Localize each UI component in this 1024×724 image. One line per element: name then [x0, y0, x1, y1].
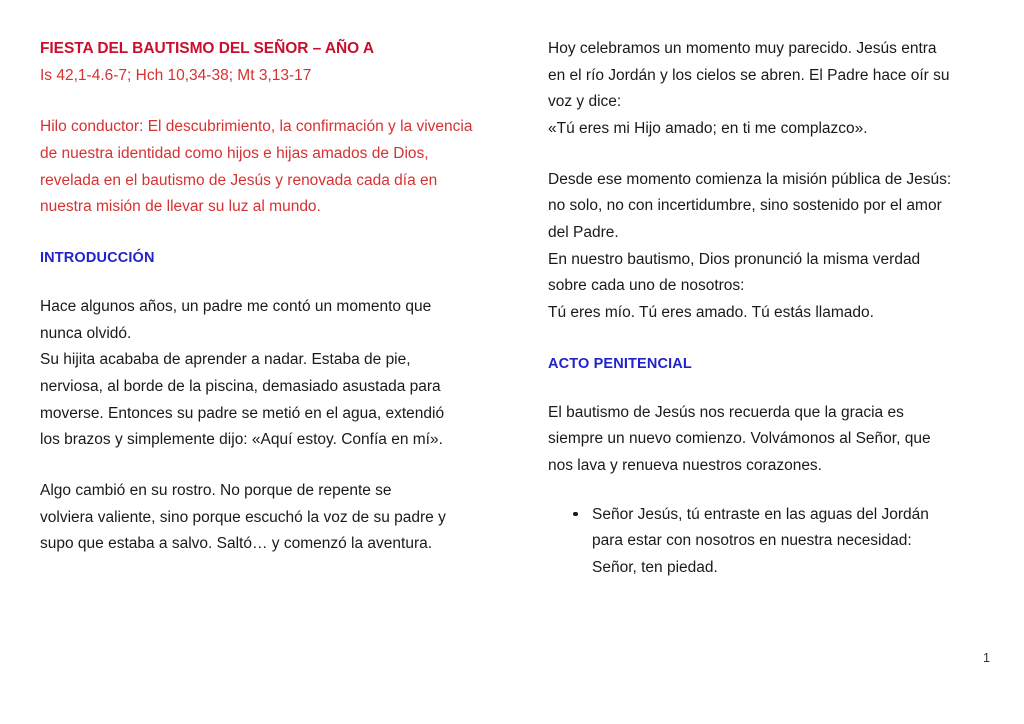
paragraph-line: volviera valiente, sino porque escuchó la voz de su padre y [40, 508, 446, 526]
paragraph-line: Tú eres mío. Tú eres amado. Tú estás llamado. [548, 303, 874, 321]
penitential-invocation-list [548, 502, 1000, 582]
right-paragraph-2 [548, 167, 1000, 327]
paragraph-line: Hoy celebramos un momento muy parecido. Jesús entra [548, 40, 937, 57]
paragraph-line: moverse. Entonces su padre se metió en el agua, extendió [40, 404, 445, 422]
thread-line: Hilo conductor: El descubrimiento, la confirmación y la [40, 118, 413, 136]
paragraph-line: Hace algunos años, un padre me contó un momento que [40, 298, 432, 316]
section-heading-acto-penitencial: ACTO PENITENCIAL [548, 355, 692, 372]
list-item-line: Señor Jesús, tú entraste en las aguas del Jordán [592, 505, 929, 523]
section-heading-introduccion: INTRODUCCIÓN [40, 249, 155, 266]
paragraph-line: Desde ese momento comienza la misión pública de Jesús: [548, 170, 952, 188]
page-title: FIESTA DEL BAUTISMO DEL SEÑOR – AÑO A [40, 40, 375, 57]
paragraph-line: supo que estaba a salvo. Saltó… y comenzó la aventura. [40, 535, 433, 553]
scripture-readings: Is 42,1-4.6-7; Hch 10,34-38; Mt 3,13-17 [40, 67, 312, 85]
list-item-line: Señor, ten piedad. [592, 559, 718, 577]
right-paragraph-3 [548, 400, 1000, 480]
thread-line: cada día en nuestra misión de llevar su luz al mundo. [40, 171, 438, 216]
paragraph-line: no solo, no con incertidumbre, sino sostenido por el amor [548, 197, 942, 215]
paragraph-line: sobre cada uno de nosotros: [548, 277, 745, 295]
paragraph-line: «Tú eres mi Hijo amado; en ti me complazco». [548, 119, 868, 137]
left-paragraph-2 [40, 347, 492, 454]
paragraph-line: El bautismo de Jesús nos recuerda que la gracia es [548, 403, 904, 421]
paragraph-line: en el río Jordán y los cielos se abren. El Padre hace oír su [548, 66, 950, 84]
thread-line: vivencia de nuestra identidad como hijos e hijas amados [40, 118, 473, 162]
left-paragraph-3 [40, 478, 492, 558]
paragraph-line: En nuestro bautismo, Dios pronunció la misma verdad [548, 250, 921, 268]
left-paragraph-1 [40, 294, 492, 347]
paragraph-line: del Padre. [548, 223, 619, 241]
paragraph-line: nunca olvidó. [40, 324, 132, 342]
two-column-layout [40, 36, 990, 592]
list-item [592, 502, 1000, 582]
left-column [40, 36, 492, 558]
page-number: 1 [983, 650, 990, 665]
thread-paragraph [40, 114, 492, 221]
paragraph-line: voz y dice: [548, 93, 622, 111]
paragraph-line: Algo cambió en su rostro. No porque de repente se [40, 481, 392, 499]
paragraph-line: nerviosa, al borde de la piscina, demasiado asustada para [40, 378, 441, 395]
thread-line: de Dios, revelada en el bautismo de Jesús y renovada [40, 144, 429, 189]
paragraph-line: siempre un nuevo comienzo. Volvámonos al Señor, que [548, 430, 931, 448]
paragraph-line: los brazos y simplemente dijo: «Aquí estoy. Confía en mí». [40, 431, 443, 449]
right-column [548, 36, 1000, 592]
right-paragraph-1 [548, 36, 1000, 143]
paragraph-line: nos lava y renueva nuestros corazones. [548, 457, 822, 475]
list-item-line: para estar con nosotros en nuestra necesidad: [592, 532, 912, 550]
bullet-icon [573, 512, 578, 517]
paragraph-line: Su hijita acababa de aprender a nadar. Estaba de pie, [40, 351, 411, 369]
